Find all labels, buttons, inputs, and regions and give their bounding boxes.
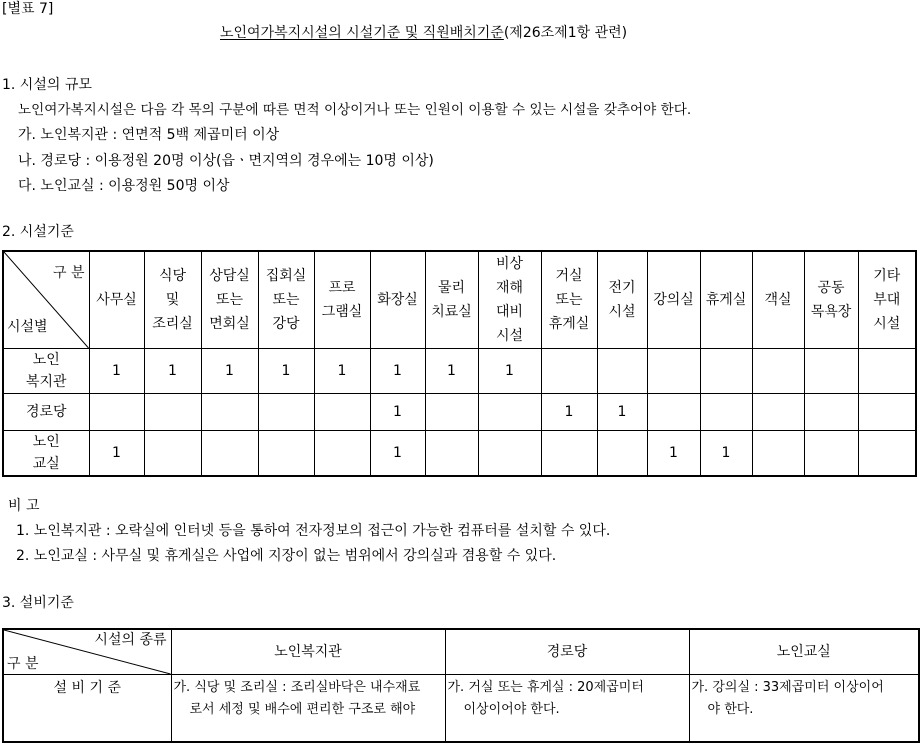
table-cell: 1 [258, 349, 314, 394]
table-cell [144, 394, 201, 431]
table-cell [425, 431, 478, 477]
column-header-line: 시설 [608, 304, 636, 320]
table-cell [201, 394, 258, 431]
column-header [647, 251, 700, 349]
table-cell [597, 431, 647, 477]
cell-line: 가. 거실 또는 휴게실 : 20제곱미터 [447, 680, 644, 695]
column-header-line: 부대 [873, 292, 901, 308]
table-cell [89, 394, 144, 431]
appendix-label: [별표 7] [2, 1, 54, 17]
page-title [220, 24, 627, 42]
table-cell: 1 [370, 349, 425, 394]
table-cell: 1 [370, 394, 425, 431]
table-cell: 1 [89, 431, 144, 477]
page-title-suffix: (제26조제1항 관련) [503, 25, 628, 41]
table-cell [258, 394, 314, 431]
column-header [700, 251, 752, 349]
section-1-heading: 1. 시설의 규모 [2, 77, 92, 93]
column-header [201, 251, 258, 349]
column-header-line: 식당 [158, 268, 187, 284]
table-cell: 1 [201, 349, 258, 394]
table-cell [647, 394, 700, 431]
column-header-line: 기타 [873, 268, 901, 284]
row-label [3, 394, 89, 431]
table-row [3, 431, 916, 477]
corner-label-bottom: 구 분 [7, 656, 39, 672]
row-label: 설 비 기 준 [3, 675, 171, 743]
section-2-heading: 2. 시설기준 [2, 224, 74, 240]
equipment-cell [445, 675, 689, 743]
column-header [258, 251, 314, 349]
column-header-line: 또는 [272, 292, 300, 308]
corner-label-top: 구 분 [53, 265, 85, 281]
table-cell: 1 [370, 431, 425, 477]
table-cell: 1 [597, 394, 647, 431]
row-label [3, 431, 89, 477]
table-row [3, 349, 916, 394]
table-cell [858, 394, 916, 431]
section-3-heading: 3. 설비기준 [2, 595, 74, 611]
corner-label-top: 시설의 종류 [94, 632, 167, 648]
notes-item: 1. 노인복지관 : 오락실에 인터넷 등을 통하여 전자정보의 접근이 가능한 컴퓨터를 설치할 수 있다. [16, 523, 611, 539]
equipment-standards-table [2, 628, 920, 743]
column-header [425, 251, 478, 349]
cell-line: 가. 강의실 : 33제곱미터 이상이어 [691, 680, 884, 695]
column-header [478, 251, 541, 349]
equipment-cell [689, 675, 919, 743]
column-header-line: 공동 [817, 280, 845, 296]
table-cell [478, 431, 541, 477]
row-label-line: 노인 [32, 434, 60, 450]
column-header-line: 휴게실 [705, 292, 747, 308]
column-header-line: 목욕장 [810, 304, 852, 320]
column-header-line: 시설 [873, 316, 901, 332]
section-1-item: 가. 노인복지관 : 연면적 5백 제곱미터 이상 [18, 127, 280, 143]
cell-line: 로서 세정 및 배수에 편리한 구조로 해야 [189, 702, 416, 717]
equipment-cell [171, 675, 445, 743]
column-header [144, 251, 201, 349]
column-header: 노인교실 [689, 629, 919, 675]
column-header-line: 강의실 [653, 292, 694, 308]
table-cell [541, 431, 597, 477]
table-cell [647, 349, 700, 394]
row-label-line: 노인 [32, 352, 60, 368]
notes-heading: 비 고 [8, 498, 40, 514]
table-cell [858, 431, 916, 477]
cell-line: 야 한다. [707, 702, 754, 717]
table-cell [752, 431, 804, 477]
table-cell: 1 [314, 349, 370, 394]
table-cell [858, 349, 916, 394]
column-header-line: 집회실 [265, 268, 307, 284]
table-cell [804, 349, 858, 394]
notes-item: 2. 노인교실 : 사무실 및 휴게실은 사업에 지장이 없는 범위에서 강의실과 겸용할 수 있다. [16, 548, 557, 564]
column-header-line: 객실 [764, 292, 792, 308]
column-header [370, 251, 425, 349]
row-label-line: 교실 [32, 456, 60, 472]
column-header-line: 프로 [328, 280, 356, 296]
column-header-line: 사무실 [96, 292, 137, 308]
corner-label-bottom: 시설별 [7, 319, 48, 335]
table-cell [144, 431, 201, 477]
column-header [314, 251, 370, 349]
facility-table-corner [3, 251, 89, 349]
column-header-line: 휴게실 [548, 316, 590, 332]
row-label-line: 복지관 [25, 374, 67, 390]
column-header-line: 치료실 [431, 304, 472, 320]
column-header-line: 또는 [215, 292, 244, 308]
section-1-item: 다. 노인교실 : 이용정원 50명 이상 [18, 178, 230, 194]
table-cell: 1 [425, 349, 478, 394]
row-label-line: 경로당 [25, 404, 67, 420]
table-cell [752, 349, 804, 394]
table-cell: 1 [144, 349, 201, 394]
column-header-line: 상담실 [209, 268, 250, 284]
column-header [858, 251, 916, 349]
column-header-line: 대비 [495, 304, 524, 320]
table-cell [700, 394, 752, 431]
table-cell: 1 [647, 431, 700, 477]
table-cell [258, 431, 314, 477]
column-header-line: 화장실 [377, 292, 418, 308]
column-header-line: 그램실 [321, 304, 363, 320]
column-header [804, 251, 858, 349]
column-header [597, 251, 647, 349]
column-header [752, 251, 804, 349]
section-1-intro: 노인여가복지시설은 다음 각 목의 구분에 따른 면적 이상이거나 또는 인원이 이용할 수 있는 시설을 갖추어야 한다. [18, 102, 692, 118]
column-header-line: 시설 [495, 328, 524, 344]
table-cell [201, 431, 258, 477]
section-1-item: 나. 경로당 : 이용정원 20명 이상(읍ㆍ면지역의 경우에는 10명 이상) [18, 153, 434, 169]
table-cell: 1 [478, 349, 541, 394]
table-cell [314, 431, 370, 477]
table-cell: 1 [541, 394, 597, 431]
cell-line: 가. 식당 및 조리실 : 조리실바닥은 내수재료 [173, 680, 421, 695]
column-header [541, 251, 597, 349]
cell-line: 이상이어야 한다. [463, 702, 560, 717]
column-header [89, 251, 144, 349]
column-header: 경로당 [445, 629, 689, 675]
page-title-main: 노인여가복지시설의 시설기준 및 직원배치기준 [220, 25, 504, 41]
column-header-line: 강당 [272, 316, 300, 332]
column-header-line: 조리실 [152, 316, 193, 332]
column-header-line: 또는 [555, 292, 583, 308]
table-cell [752, 394, 804, 431]
table-cell [597, 349, 647, 394]
facility-standards-table [2, 250, 917, 477]
table-cell: 1 [700, 431, 752, 477]
column-header-line: 및 [165, 292, 180, 308]
equipment-table-corner [3, 629, 171, 675]
table-cell [478, 394, 541, 431]
header-row [3, 251, 916, 349]
table-row [3, 394, 916, 431]
column-header-line: 거실 [555, 268, 583, 284]
table-cell [541, 349, 597, 394]
table-cell [804, 431, 858, 477]
column-header-line: 재해 [495, 280, 524, 296]
table-cell [804, 394, 858, 431]
column-header-line: 면회실 [209, 316, 250, 332]
table-cell [314, 394, 370, 431]
table-cell [425, 394, 478, 431]
row-label [3, 349, 89, 394]
column-header: 노인복지관 [171, 629, 445, 675]
table-cell [700, 349, 752, 394]
column-header-line: 전기 [608, 280, 636, 296]
column-header-line: 물리 [437, 280, 466, 296]
table-cell: 1 [89, 349, 144, 394]
column-header-line: 비상 [495, 256, 524, 272]
